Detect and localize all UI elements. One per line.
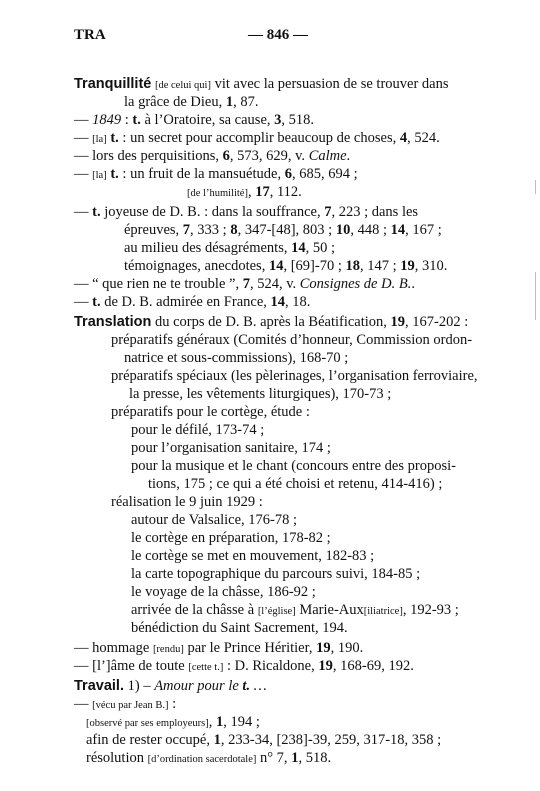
line-segment: 14 (270, 294, 286, 310)
index-line (131, 439, 331, 457)
index-line (74, 293, 310, 311)
line-segment: natrice et sous-commissions), 168-70 ; (124, 350, 349, 366)
index-line (74, 275, 415, 293)
line-segment: , [69]-70 ; (283, 258, 346, 274)
line-segment: 14 (268, 258, 284, 274)
line-segment: Amour pour le (154, 678, 243, 694)
line-segment: [de l’humilité] (187, 188, 248, 199)
line-segment: 19 (390, 314, 406, 330)
line-segment: [de celui qui] (154, 80, 211, 91)
line-segment: t. (110, 166, 119, 182)
line-segment: , 190. (330, 640, 364, 656)
line-segment: — (74, 294, 93, 310)
line-segment: 1) – (123, 678, 155, 694)
line-segment: . (346, 148, 351, 164)
line-segment: pour l’organisation sanitaire, 174 ; (131, 440, 331, 456)
line-segment: 17 (255, 184, 270, 200)
line-segment: 19 (318, 658, 333, 674)
line-segment: du corps de D. B. après la Béatification, (151, 314, 391, 330)
line-segment: — (74, 166, 93, 182)
line-segment: bénédiction du Saint Sacrement, 194. (131, 620, 348, 636)
line-segment: — (74, 112, 93, 128)
index-line (74, 111, 314, 129)
line-segment: , 333 ; (190, 222, 231, 238)
entry-headword: Translation (74, 314, 152, 330)
index-line (131, 457, 456, 475)
line-segment: , 233-34, [238]-39, 259, 317-18, 358 ; (220, 732, 442, 748)
line-segment: de D. B. admirée en France, (100, 294, 271, 310)
line-segment: 18 (345, 258, 360, 274)
line-segment: le cortège en préparation, 178-82 ; (131, 530, 331, 546)
index-line (124, 239, 335, 257)
index-line (131, 619, 348, 637)
line-segment: , 147 ; (359, 258, 401, 274)
index-line (74, 695, 176, 715)
line-segment: préparatifs pour le cortège, étude : (111, 404, 310, 420)
index-line (124, 349, 348, 367)
line-segment: , (247, 184, 256, 200)
line-segment: , 685, 694 ; (291, 166, 358, 182)
line-segment: [iliatrice] (363, 606, 403, 617)
line-segment: 7 (324, 204, 332, 220)
line-segment: , 310. (414, 258, 448, 274)
line-segment: joyeuse de D. B. : dans la souffrance, (100, 204, 325, 220)
line-segment: Consignes de D. B. (299, 276, 412, 292)
index-line (74, 75, 449, 95)
line-segment: 1 (213, 732, 221, 748)
line-segment: préparatifs généraux (Comités d’honneur, Commission ordon- (111, 332, 473, 348)
line-segment: — hommage (74, 640, 153, 656)
index-line (111, 493, 263, 511)
line-segment: témoignages, anecdotes, (124, 258, 269, 274)
line-segment: la presse, les vêtements liturgiques), 170-73 ; (129, 386, 392, 402)
line-segment: — [l’]âme de toute (74, 658, 189, 674)
line-segment: — (74, 204, 93, 220)
line-segment: , 518. (298, 750, 332, 766)
line-segment: , 167-202 : (405, 314, 469, 330)
line-segment: [cette t.] (188, 662, 224, 673)
index-line (74, 657, 414, 677)
line-segment: 6 (284, 166, 292, 182)
line-segment: , 192-93 ; (402, 602, 459, 618)
line-segment: 19 (400, 258, 415, 274)
line-segment: la grâce de Dieu, (124, 94, 226, 110)
line-segment: , 112. (269, 184, 302, 200)
page-number: — 846 — (248, 27, 308, 43)
line-segment: pour la musique et le chant (concours entre des proposi- (131, 458, 456, 474)
index-line (74, 639, 363, 659)
line-segment: au milieu des désagréments, (124, 240, 292, 256)
line-segment: Calme (308, 148, 347, 164)
line-segment: afin de rester occupé, (86, 732, 214, 748)
index-line (74, 677, 267, 695)
index-line (86, 713, 260, 733)
line-segment: 1849 (92, 112, 122, 128)
line-segment: par le Prince Héritier, (183, 640, 317, 656)
line-segment: n° 7, (256, 750, 292, 766)
entry-headword: Travail. (74, 678, 124, 694)
line-segment: 1 (225, 94, 234, 110)
line-segment: 10 (335, 222, 351, 238)
index-line (129, 385, 391, 403)
line-segment: , 518. (281, 112, 315, 128)
index-line (74, 147, 350, 165)
index-line (74, 129, 440, 149)
line-segment: , 18. (285, 294, 311, 310)
line-segment: , 87. (233, 94, 259, 110)
line-segment: la carte topographique du parcours suivi, 184-85 ; (131, 566, 421, 582)
index-line (131, 421, 264, 439)
line-segment: , 50 ; (305, 240, 336, 256)
line-segment: … (250, 678, 267, 694)
line-segment: autour de Valsalice, 176-78 ; (131, 512, 298, 528)
line-segment: , 347-[48], 803 ; (237, 222, 336, 238)
index-line (131, 511, 297, 529)
line-segment: [vécu par Jean B.] (92, 700, 169, 711)
margin-rule-top (535, 180, 536, 194)
line-segment: [observé par ses employeurs] (86, 718, 209, 729)
index-line (74, 165, 358, 185)
line-segment: [l’église] (257, 606, 296, 617)
index-line (131, 583, 316, 601)
line-segment: t. (92, 204, 101, 220)
index-line (131, 547, 374, 565)
line-segment: , 524, v. (249, 276, 300, 292)
index-line (86, 749, 331, 769)
line-segment: préparatifs spéciaux (les pèlerinages, l’organisation ferroviaire, (111, 368, 478, 384)
line-segment: : D. Ricaldone, (223, 658, 319, 674)
line-segment: tions, 175 ; ce qui a été choisi et retenu, 414-416) ; (148, 476, 443, 492)
line-segment: [la] (92, 134, 107, 145)
line-segment: : (121, 112, 133, 128)
line-segment: , (208, 714, 216, 730)
index-line (124, 221, 442, 239)
line-segment: — (74, 696, 93, 712)
line-segment: , 573, 629, v. (229, 148, 309, 164)
index-line (124, 257, 447, 275)
line-segment: réalisation le 9 juin 1929 : (111, 494, 263, 510)
index-line (111, 367, 478, 385)
index-line (131, 565, 420, 583)
line-segment: t. (92, 294, 101, 310)
line-segment: [la] (92, 170, 107, 181)
index-line (131, 601, 459, 621)
index-line (74, 313, 468, 331)
line-segment: 19 (316, 640, 331, 656)
index-line (74, 203, 418, 221)
index-line (124, 93, 258, 111)
line-segment: pour le défilé, 173-74 ; (131, 422, 265, 438)
index-line (111, 403, 310, 421)
line-segment: 7 (182, 222, 191, 238)
line-segment: 8 (230, 222, 238, 238)
index-line (111, 331, 472, 349)
line-segment: Marie-Aux (295, 602, 364, 618)
line-segment: , 167 ; (405, 222, 442, 238)
line-segment: 14 (291, 240, 306, 256)
line-segment: t. (132, 112, 141, 128)
line-segment: résolution (86, 750, 148, 766)
index-line (131, 529, 331, 547)
line-segment: épreuves, (124, 222, 183, 238)
line-segment: , 223 ; dans les (331, 204, 419, 220)
line-segment: . (411, 276, 415, 292)
margin-rule-mid (535, 272, 536, 320)
line-segment: le cortège se met en mouvement, 182-83 ; (131, 548, 375, 564)
line-segment: : un secret pour accomplir beaucoup de choses, (118, 130, 400, 146)
line-segment: 3 (274, 112, 282, 128)
entry-headword: Tranquillité (74, 76, 152, 92)
line-segment: vit avec la persuasion de se trouver dans (210, 76, 449, 92)
line-segment: : un fruit de la mansuétude, (118, 166, 285, 182)
line-segment: , 448 ; (350, 222, 391, 238)
line-segment: 1 (291, 750, 299, 766)
header-left: TRA (74, 27, 106, 43)
line-segment: — lors des perquisitions, (74, 148, 223, 164)
line-segment: — “ que rien ne te trouble ”, (74, 276, 243, 292)
line-segment: [rendu] (152, 644, 184, 655)
line-segment: à l’Oratoire, sa cause, (140, 112, 275, 128)
line-segment: 6 (222, 148, 230, 164)
line-segment: t. (110, 130, 119, 146)
index-line (187, 183, 302, 203)
line-segment: 4 (399, 130, 408, 146)
line-segment: : (168, 696, 177, 712)
line-segment: , 524. (407, 130, 440, 146)
line-segment: 14 (390, 222, 406, 238)
line-segment: , 194 ; (223, 714, 260, 730)
line-segment: t. (242, 678, 251, 694)
line-segment: arrivée de la châsse à (131, 602, 258, 618)
line-segment: — (74, 130, 93, 146)
line-segment: 1 (216, 714, 224, 730)
index-line (86, 731, 441, 749)
line-segment: , 168-69, 192. (332, 658, 414, 674)
line-segment: le voyage de la châsse, 186-92 ; (131, 584, 316, 600)
line-segment: 7 (242, 276, 250, 292)
line-segment: [d’ordination sacerdotale] (147, 754, 257, 765)
index-line (148, 475, 442, 493)
